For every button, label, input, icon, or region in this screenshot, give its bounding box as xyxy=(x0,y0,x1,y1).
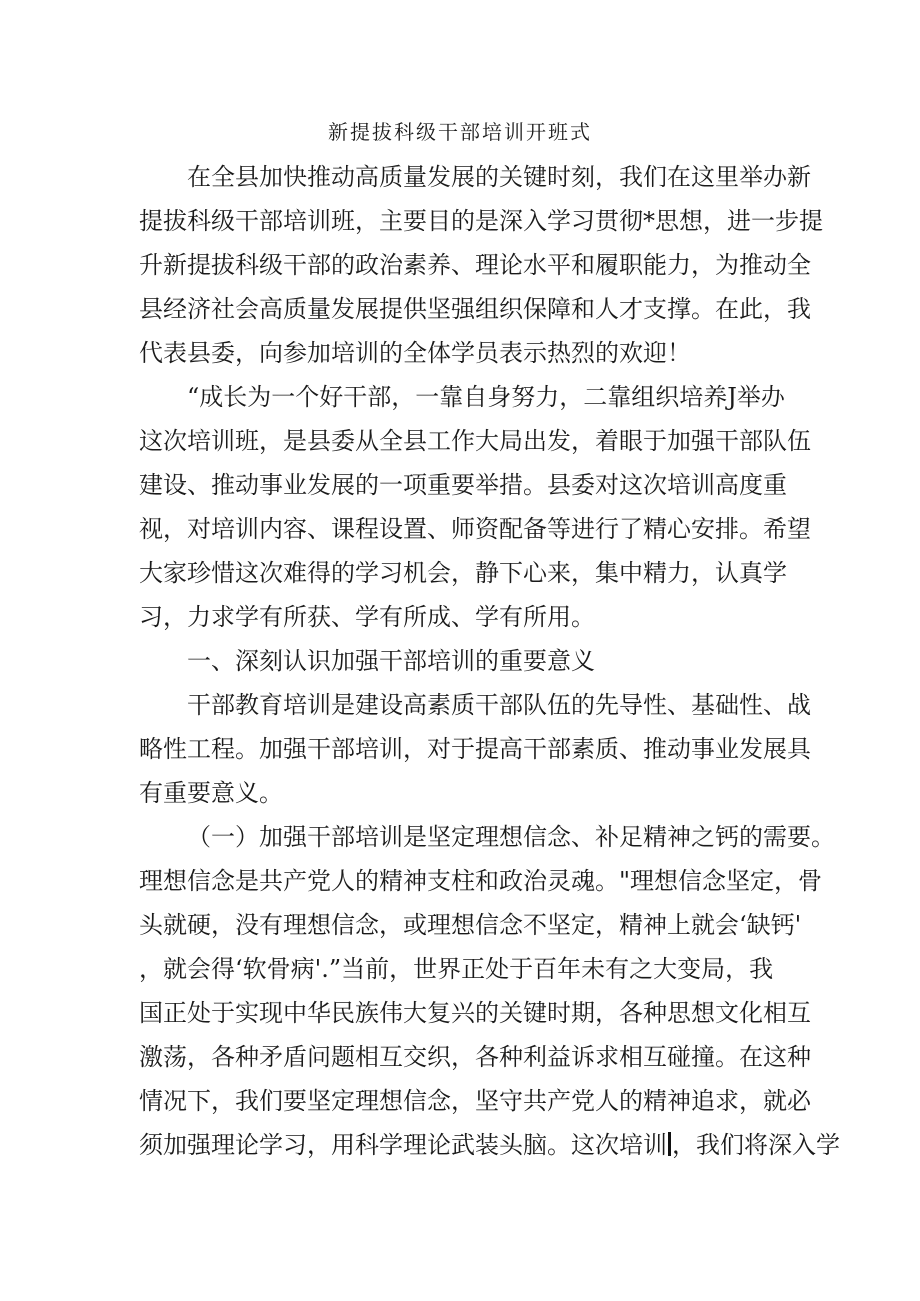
line-text xyxy=(139,1128,840,1162)
line-text: 激荡，各种矛盾问题相互交织，各种利益诉求相互碰撞。在这种 xyxy=(139,1043,811,1071)
line-text: 头就硬，没有理想信念，或理想信念不坚定，精神上就会‘缺钙' xyxy=(139,911,802,939)
line-text: “成长为一个好干部，一靠自身努力，二靠组织培养J举办 xyxy=(187,383,785,411)
line-text: 一、深刻认识加强干部培训的重要意义 xyxy=(187,647,595,675)
line-text: 略性工程。加强干部培训，对于提高干部素质、推动事业发展具 xyxy=(139,735,811,763)
line-text: 干部教育培训是建设高素质干部队伍的先导性、基础性、战 xyxy=(187,691,811,719)
line-text: 大家珍惜这次难得的学习机会，静下心来，集中精力，认真学 xyxy=(139,559,787,587)
line-text: 代表县委，向参加培训的全体学员表示热烈的欢迎！ xyxy=(139,339,691,367)
line-text: 习，力求学有所获、学有所成、学有所用。 xyxy=(139,603,595,631)
line-text: 提拔科级干部培训班，主要目的是深入学习贯彻*思想，进一步提 xyxy=(139,207,823,235)
text-cursor-mark xyxy=(668,1132,671,1156)
line-text: 在全县加快推动高质量发展的关键时刻，我们在这里举办新 xyxy=(187,163,811,191)
line-text: 视，对培训内容、课程设置、师资配备等进行了精心安排。希望 xyxy=(139,515,811,543)
document-title: 新提拔科级干部培训开班式 xyxy=(328,120,592,144)
line-text: 有重要意义。 xyxy=(139,779,283,807)
line-text: 理想信念是共产党人的精神支柱和政治灵魂。"理想信念坚定，骨 xyxy=(139,867,823,895)
line-text-part: ，我们将深入学 xyxy=(672,1131,840,1159)
line-text: 升新提拔科级干部的政治素养、理论水平和履职能力，为推动全 xyxy=(139,251,811,279)
line-text: 国正处于实现中华民族伟大复兴的关键时期，各种思想文化相互 xyxy=(139,999,811,1027)
line-text: 这次培训班，是县委从全县工作大局出发，着眼于加强干部队伍 xyxy=(139,427,811,455)
line-text: 建设、推动事业发展的一项重要举措。县委对这次培训高度重 xyxy=(139,471,787,499)
line-text: 情况下，我们要坚定理想信念，坚守共产党人的精神追求，就必 xyxy=(139,1087,811,1115)
line-text: ，就会得‘软骨病'.”当前，世界正处于百年未有之大变局，我 xyxy=(139,955,774,983)
line-text-part: 须加强理论学习，用科学理论武装头脑。这次培训 xyxy=(139,1131,667,1159)
line-text: （一）加强干部培训是坚定理想信念、补足精神之钙的需要。 xyxy=(187,823,835,851)
line-text: 县经济社会高质量发展提供坚强组织保障和人才支撑。在此，我 xyxy=(139,295,811,323)
